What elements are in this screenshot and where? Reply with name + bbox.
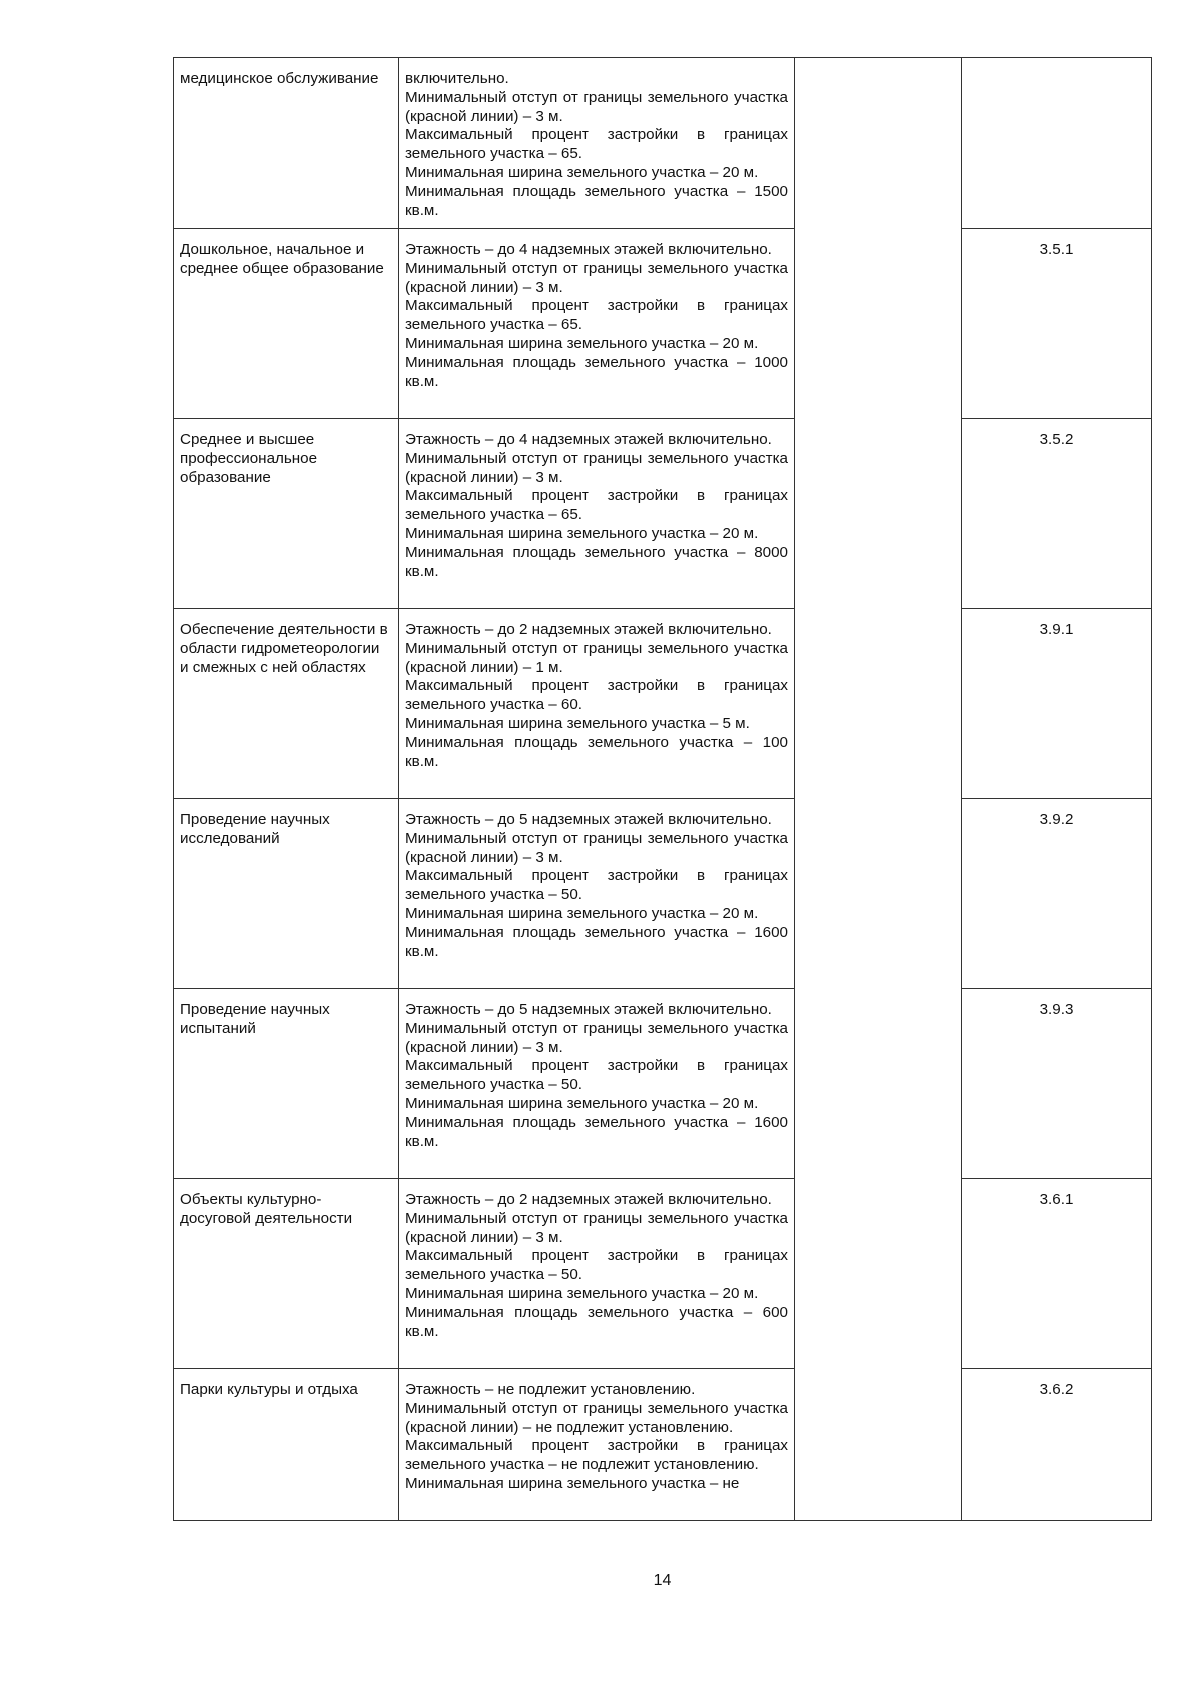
parameter-line: Минимальный отступ от границы земельного участка (красной линии) – 3 м. [405,88,788,125]
parameter-line: Максимальный процент застройки в границах земельного участка – 65. [405,297,788,334]
land-use-name-cell [174,58,399,229]
land-use-name-cell [174,1179,399,1369]
parameter-line: Максимальный процент застройки в границах земельного участка – 65. [405,126,788,163]
parameter-line: Минимальная площадь земельного участка – 1000 кв.м. [405,353,788,390]
parameter-line: Максимальный процент застройки в границах земельного участка – 50. [405,867,788,904]
parameters-cell [399,799,795,989]
parameter-line: Минимальная площадь земельного участка – 600 кв.м. [405,1303,788,1340]
parameter-line: Максимальный процент застройки в границах земельного участка – не подлежит установлению. [405,1437,788,1474]
table-row [174,989,1152,1179]
land-use-name: Проведение научных испытаний [180,1001,330,1037]
land-use-name-cell [174,799,399,989]
land-use-name-cell [174,229,399,419]
parameter-line: Этажность – до 2 надземных этажей включительно. [405,1191,772,1208]
land-use-name: Проведение научных исследований [180,811,330,847]
parameter-line: Этажность – до 5 надземных этажей включительно. [405,1001,772,1018]
parameter-line: Минимальная ширина земельного участка – 20 м. [405,1094,759,1112]
classification-code: 3.9.3 [1039,1001,1074,1018]
table-row [174,419,1152,609]
land-use-name-cell [174,419,399,609]
parameter-line: Минимальная ширина земельного участка – 20 м. [405,1284,759,1302]
code-cell [962,58,1152,229]
parameter-line: Минимальная площадь земельного участка – 1500 кв.м. [405,182,788,219]
parameters-cell [399,1369,795,1521]
parameter-line: Минимальный отступ от границы земельного участка (красной линии) – 3 м. [405,1019,788,1056]
table-row [174,609,1152,799]
parameter-line: Минимальный отступ от границы земельного участка (красной линии) – 3 м. [405,1209,788,1246]
parameter-line: Минимальная ширина земельного участка – не [405,1474,740,1492]
merged-empty-cell [795,58,962,1521]
parameters-cell [399,229,795,419]
parameters-cell [399,1179,795,1369]
parameter-line: Этажность – до 4 надземных этажей включительно. [405,241,772,258]
parameters-cell [399,419,795,609]
table-row [174,1179,1152,1369]
parameter-line: Максимальный процент застройки в границах земельного участка – 60. [405,677,788,714]
parameter-line: Этажность – до 4 надземных этажей включительно. [405,431,772,448]
land-use-name-cell [174,989,399,1179]
code-cell [962,229,1152,419]
parameter-line: Минимальная ширина земельного участка – 5 м. [405,714,750,732]
parameter-line: Минимальный отступ от границы земельного участка (красной линии) – не подлежит установлению. [405,1399,788,1436]
table-row [174,58,1152,229]
classification-code: 3.6.1 [1039,1191,1074,1208]
classification-code: 3.5.2 [1039,431,1074,448]
parameter-line: Минимальная площадь земельного участка – 1600 кв.м. [405,1113,788,1150]
parameter-line: Минимальная ширина земельного участка – 20 м. [405,524,759,542]
parameter-line: Этажность – до 5 надземных этажей включительно. [405,811,772,828]
parameter-line: Минимальная площадь земельного участка – 100 кв.м. [405,733,788,770]
parameter-line: Минимальная ширина земельного участка – 20 м. [405,334,759,352]
parameter-line: Максимальный процент застройки в границах земельного участка – 50. [405,1057,788,1094]
parameter-line: Минимальный отступ от границы земельного участка (красной линии) – 3 м. [405,829,788,866]
parameter-line: Минимальная ширина земельного участка – 20 м. [405,904,759,922]
land-use-name-cell [174,1369,399,1521]
land-use-name: Парки культуры и отдыха [180,1381,358,1398]
classification-code: 3.6.2 [1039,1381,1074,1398]
classification-code: 3.9.1 [1039,621,1074,638]
table-row [174,229,1152,419]
parameter-line: Минимальный отступ от границы земельного участка (красной линии) – 3 м. [405,259,788,296]
parameter-line: Минимальный отступ от границы земельного участка (красной линии) – 1 м. [405,639,788,676]
code-cell [962,1179,1152,1369]
code-cell [962,609,1152,799]
code-cell [962,799,1152,989]
parameter-line: Этажность – не подлежит установлению. [405,1381,696,1398]
parameter-line: Максимальный процент застройки в границах земельного участка – 65. [405,487,788,524]
land-use-name: Дошкольное, начальное и среднее общее образование [180,241,384,277]
parameter-line: Максимальный процент застройки в границах земельного участка – 50. [405,1247,788,1284]
parameter-line: Минимальный отступ от границы земельного участка (красной линии) – 3 м. [405,449,788,486]
code-cell [962,989,1152,1179]
parameter-line: Минимальная ширина земельного участка – 20 м. [405,163,759,181]
parameters-cell [399,58,795,229]
land-use-name: медицинское обслуживание [180,70,379,87]
land-use-name-cell [174,609,399,799]
zoning-table [173,57,1152,1521]
parameters-cell [399,989,795,1179]
land-use-name: Среднее и высшее профессиональное образование [180,431,318,486]
land-use-name: Обеспечение деятельности в области гидрометеорологии и смежных с ней областях [180,621,388,676]
code-cell [962,1369,1152,1521]
parameter-line: Этажность – до 2 надземных этажей включительно. [405,621,772,638]
parameters-cell [399,609,795,799]
table-row [174,1369,1152,1521]
code-cell [962,419,1152,609]
page-number: 14 [653,1572,672,1589]
table-row [174,799,1152,989]
classification-code: 3.5.1 [1039,241,1074,258]
classification-code: 3.9.2 [1039,811,1074,828]
land-use-name: Объекты культурно-досуговой деятельности [180,1191,353,1227]
parameter-line: включительно. [405,70,509,87]
parameter-line: Минимальная площадь земельного участка – 1600 кв.м. [405,923,788,960]
parameter-line: Минимальная площадь земельного участка – 8000 кв.м. [405,543,788,580]
